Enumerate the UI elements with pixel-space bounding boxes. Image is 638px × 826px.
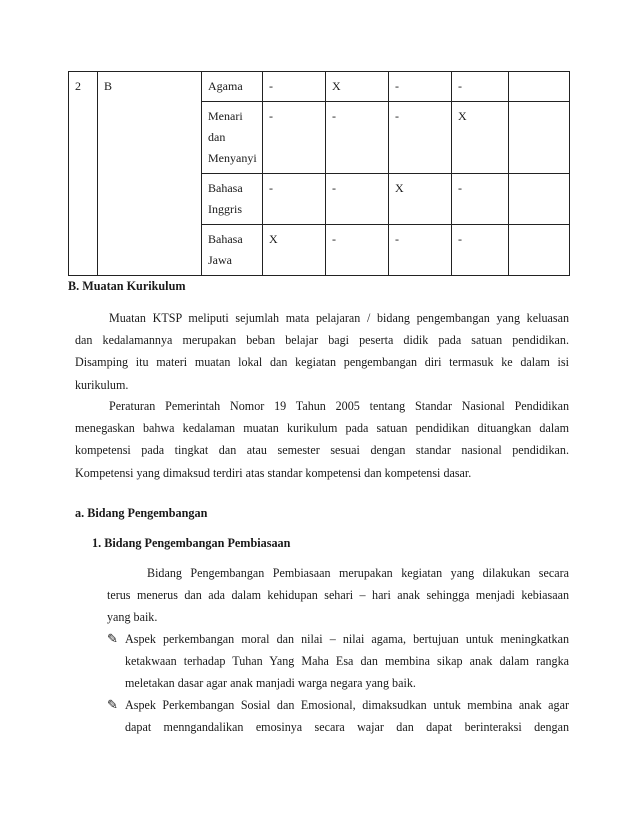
paragraph-line: Disamping itu materi muatan lokal dan kegiatan pengembangan diri termasuk ke dalam isi: [75, 355, 569, 370]
table-cell: -: [263, 102, 326, 174]
table-row: [69, 72, 570, 102]
table-cell: -: [389, 225, 452, 276]
paragraph-line: kurikulum.: [75, 377, 129, 392]
table-cell: -: [263, 174, 326, 225]
sub-heading: 1. Bidang Pengembangan Pembiasaan: [92, 536, 291, 550]
paragraph-line: menegaskan bahwa kedalaman muatan kurikulum pada satuan pendidikan dituangkan dalam: [75, 421, 569, 436]
paragraph-line: ketakwaan terhadap Tuhan Yang Maha Esa dan membina sikap anak dalam rangka: [125, 654, 569, 669]
table-cell: [509, 225, 570, 276]
pencil-icon: ✎: [107, 631, 118, 646]
paragraph-line: Kompetensi yang dimaksud terdiri atas standar kompetensi dan kompetensi dasar.: [75, 465, 472, 480]
table-cell: -: [452, 72, 509, 102]
paragraph-line: meletakan dasar agar anak manjadi warga negara yang baik.: [125, 676, 416, 691]
table-cell-subject: Agama: [202, 72, 263, 102]
paragraph-line: dapat menngandalikan emosinya secara wajar dan dapat berinteraksi dengan: [125, 720, 569, 735]
paragraph-line: Peraturan Pemerintah Nomor 19 Tahun 2005 tentang Standar Nasional Pendidikan: [109, 399, 569, 413]
table-cell-subject: Menari dan Menyanyi: [202, 102, 263, 174]
table-cell: X: [263, 225, 326, 276]
table-cell: X: [326, 72, 389, 102]
table-cell: X: [452, 102, 509, 174]
table-cell: -: [452, 174, 509, 225]
paragraph-line: terus menerus dan ada dalam kehidupan sehari – hari anak sehingga menjadi kebiasaan: [107, 588, 569, 603]
paragraph: [75, 395, 569, 484]
section-heading: a. Bidang Pengembangan: [75, 506, 208, 520]
table-cell: X: [389, 174, 452, 225]
table-cell: -: [389, 72, 452, 102]
paragraph: [107, 562, 569, 629]
table-cell-subject: Bahasa Inggris: [202, 174, 263, 225]
table-cell-number: 2: [69, 72, 98, 276]
paragraph-line: kompetensi pada tingkat dan atau semester sesuai dengan standar nasional pendidikan.: [75, 443, 569, 458]
paragraph-line: Bidang Pengembangan Pembiasaan merupakan kegiatan yang dilakukan secara: [147, 566, 569, 580]
section-heading: B. Muatan Kurikulum: [68, 279, 186, 293]
paragraph-line: Aspek perkembangan moral dan nilai – nilai agama, bertujuan untuk meningkatkan: [125, 632, 569, 646]
table-cell: [509, 72, 570, 102]
table-cell: [509, 102, 570, 174]
table-cell: -: [326, 225, 389, 276]
table-cell: -: [389, 102, 452, 174]
paragraph-line: Aspek Perkembangan Sosial dan Emosional, dimaksudkan untuk membina anak agar: [125, 698, 569, 712]
paragraph-line: yang baik.: [107, 610, 158, 625]
paragraph: [75, 307, 569, 396]
table-cell: -: [326, 174, 389, 225]
schedule-table: [68, 71, 570, 276]
table-cell: [509, 174, 570, 225]
table-cell: -: [452, 225, 509, 276]
table-cell-class: B: [98, 72, 202, 276]
table-cell-subject: Bahasa Jawa: [202, 225, 263, 276]
table-cell: -: [263, 72, 326, 102]
pencil-icon: ✎: [107, 697, 118, 712]
paragraph-line: Muatan KTSP meliputi sejumlah mata pelajaran / bidang pengembangan yang keluasan: [109, 311, 569, 325]
table-cell: -: [326, 102, 389, 174]
paragraph-line: dan kedalamannya merupakan beban belajar bagi peserta didik pada satuan pendidikan.: [75, 333, 569, 348]
